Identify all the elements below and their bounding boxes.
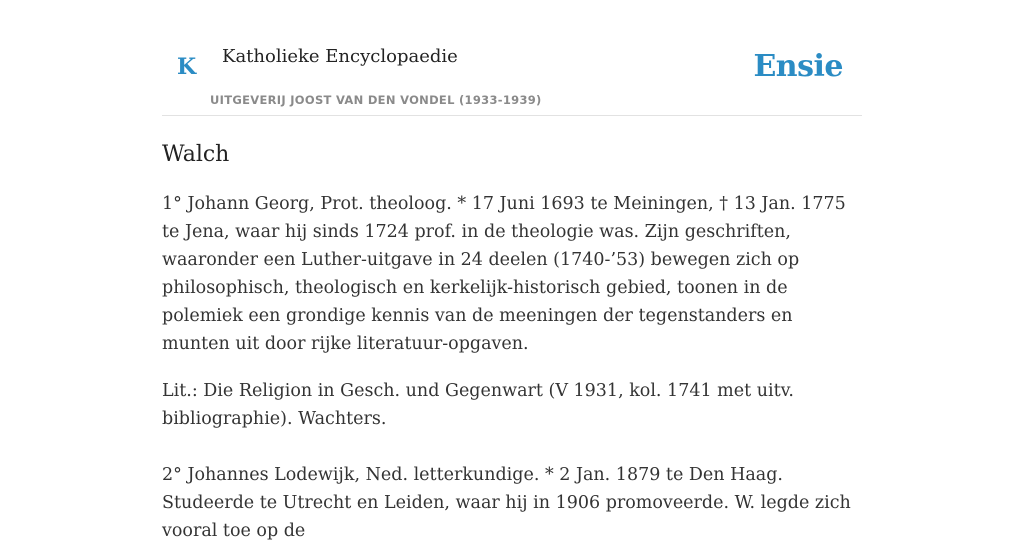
brand-logo[interactable]: Ensie (753, 49, 843, 84)
site-logo[interactable]: K (177, 54, 197, 80)
site-title[interactable]: Katholieke Encyclopaedie (222, 46, 458, 67)
entry-paragraph: 2° Johannes Lodewijk, Ned. letterkundige. * 2 Jan. 1879 te Den Haag. Studeerde te Utrecht en Leiden, waar hij in 1906 promoveerde. W. legde zich vooral toe op de (162, 464, 851, 541)
site-header (162, 0, 862, 116)
publisher-subtitle: UITGEVERIJ JOOST VAN DEN VONDEL (1933-1939) (210, 93, 542, 107)
entry-paragraph: Lit.: Die Religion in Gesch. und Gegenwart (V 1931, kol. 1741 met uitv. bibliographie). Wachters. (162, 380, 794, 429)
entry-paragraph: 1° Johann Georg, Prot. theoloog. * 17 Juni 1693 te Meiningen, † 13 Jan. 1775 te Jena, waar hij sinds 1724 prof. in de theologie was. Zijn geschriften, waaronder een Luther-uitgave in 24 deelen (1740-’53) bewegen zich op philosophisch, theologisch en kerkelijk-historisch gebied, toonen in de polemiek een grondige kennis van de meeningen der tegenstanders en munten uit door rijke literatuur-opgaven. (162, 193, 846, 354)
entry-title: Walch (162, 142, 230, 167)
page-container (162, 0, 862, 545)
